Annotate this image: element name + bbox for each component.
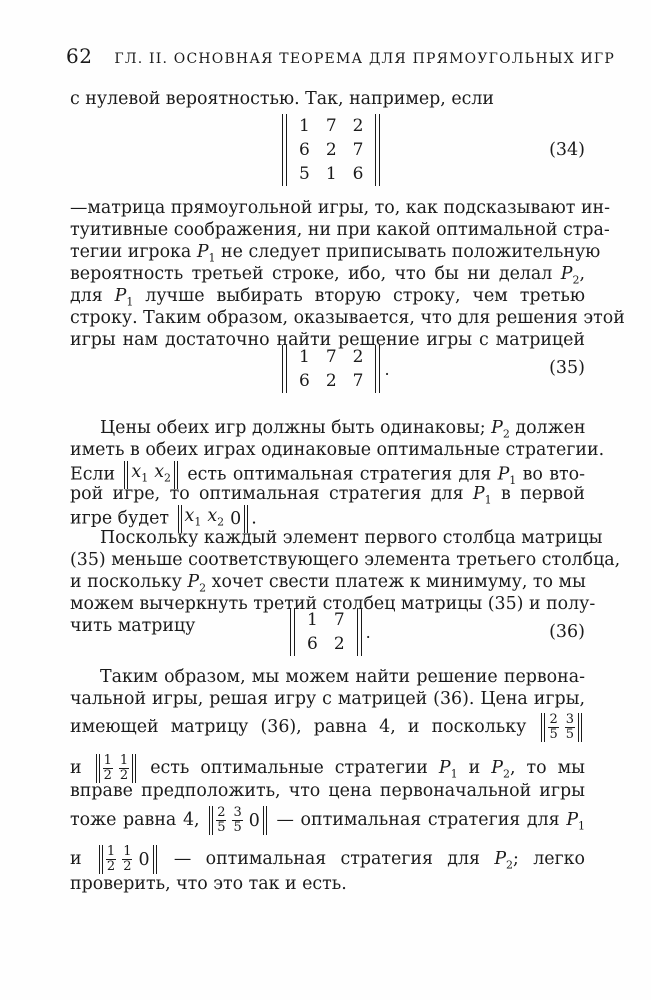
- text-line: можем вычеркнуть третий столбец матрицы (35) и полу-: [70, 594, 596, 614]
- text-line: с нулевой вероятностью. Так, например, если: [70, 89, 495, 109]
- text-line: Поскольку каждый элемент первого столбца матрицы: [100, 528, 603, 548]
- text-line: строку. Таким образом, оказывается, что для решения этой: [70, 308, 625, 328]
- text-line: —матрица прямоугольной игры, то, как подсказывают ин-: [70, 198, 611, 218]
- text-line: Цены обеих игр должны быть одинаковы; $P_2$ должен: [100, 418, 586, 441]
- text-line: и поскольку $P_2$ хочет свести платеж к минимуму, то мы: [70, 572, 586, 595]
- text-line: тоже равна 4, $\frac{2}{5}$ $\frac{3}{5}$ 0 — оптимальная стратегия для $P_1$: [70, 805, 586, 835]
- equation-number-35: (35): [549, 358, 585, 378]
- text-line: иметь в обеих играх одинаковые оптимальные стратегии.: [70, 440, 605, 460]
- chapter-title: ГЛ. II. ОСНОВНАЯ ТЕОРЕМА ДЛЯ ПРЯМОУГОЛЬНЫХ ИГР: [114, 51, 616, 67]
- strategy-vector: $\frac{2}{5}$ $\frac{3}{5}$: [541, 713, 582, 742]
- strategy-vector: $\frac{1}{2}$ $\frac{1}{2}$: [96, 754, 137, 783]
- text-line: (35) меньше соответствующего элемента третьего столбца,: [70, 550, 621, 570]
- matrix-36-table: 1 7 6 2: [307, 610, 345, 654]
- text-line: вероятность третьей строке, ибо, что бы ни делал $P_2$,: [70, 264, 585, 287]
- text-line: игры нам достаточно найти решение игры с матрицей: [70, 330, 585, 350]
- equation-number-36: (36): [549, 622, 585, 642]
- text-line: игре будет $x_1$ $x_2$ 0 .: [70, 505, 585, 533]
- page-number: 62: [66, 44, 93, 68]
- text-line: для $P_1$ лучше выбирать вторую строку, чем третью: [70, 286, 585, 309]
- text-line: Таким образом, мы можем найти решение первона-: [100, 667, 585, 687]
- matrix-36: 1 7 6 2 .: [290, 608, 371, 656]
- matrix-34: [282, 114, 380, 186]
- text-line: чальной игры, решая игру с матрицей (36). Цена игры,: [70, 689, 585, 709]
- text-line: тегии игрока $P_1$ не следует приписывать положительную: [70, 242, 601, 265]
- text-line: имеющей матрицу (36), равна 4, и поскольку $\frac{2}{5}$ $\frac{3}{5}$: [70, 713, 585, 742]
- text-line: Если $x_1$ $x_2$ есть оптимальная стратегия для $P_1$ во вто-: [70, 461, 585, 492]
- text-line: туитивные соображения, ни при какой оптимальной стра-: [70, 220, 610, 240]
- text-line: проверить, что это так и есть.: [70, 874, 347, 894]
- text-line: и $\frac{1}{2}$ $\frac{1}{2}$ есть оптимальные стратегии $P_1$ и $P_2$, то мы: [70, 753, 586, 783]
- matrix-34-table: 1 7 2 6 2 7 5 1 6: [299, 116, 364, 184]
- text-line: вправе предположить, что цена первоначальной игры: [70, 781, 585, 801]
- matrix-35-table: 1 7 2 6 2 7: [299, 347, 364, 391]
- equation-number-34: (34): [549, 140, 585, 160]
- text-line: рой игре, то оптимальная стратегия для $P_1$ в первой: [70, 484, 585, 507]
- text-line: чить матрицу: [70, 616, 196, 636]
- strategy-vector: $\frac{2}{5}$ $\frac{3}{5}$ 0: [209, 806, 267, 835]
- matrix-35: 1 7 2 6 2 7 .: [282, 345, 390, 393]
- strategy-vector: $\frac{1}{2}$ $\frac{1}{2}$ 0: [99, 845, 157, 874]
- text-line: и $\frac{1}{2}$ $\frac{1}{2}$ 0 — оптимальная стратегия для $P_2$; легко: [70, 844, 586, 874]
- running-header: [66, 44, 616, 68]
